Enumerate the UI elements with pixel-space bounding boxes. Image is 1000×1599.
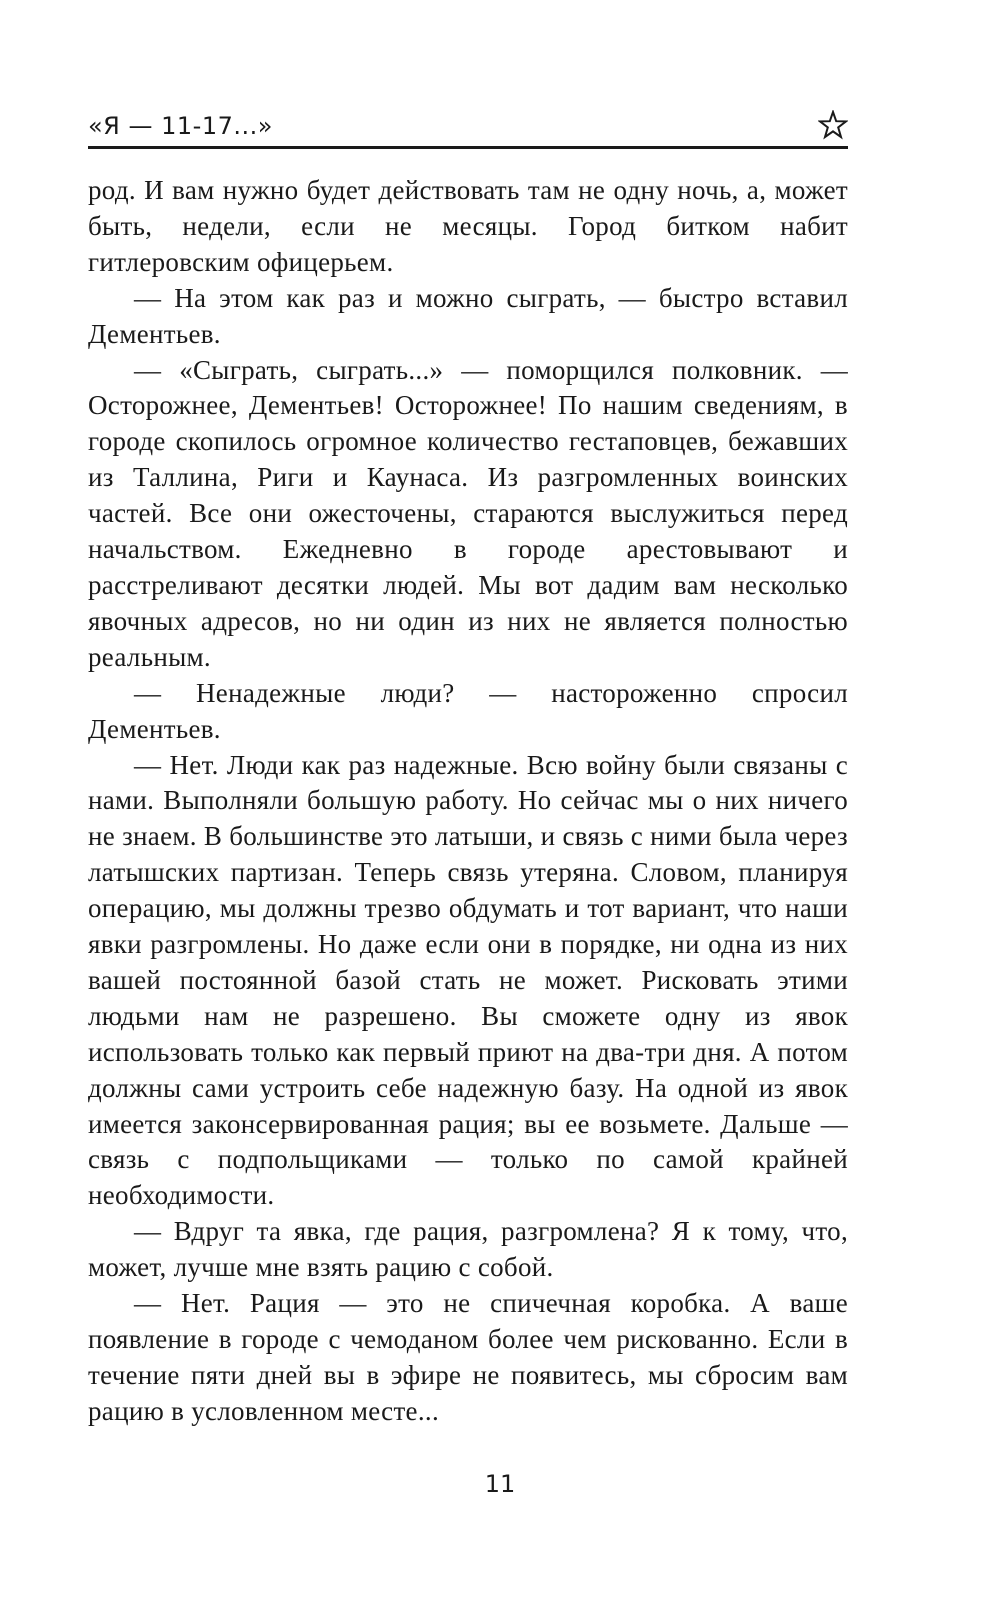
paragraph: — «Сыграть, сыграть...» — поморщился полковник. — Осторожнее, Дементьев! Осторожнее! По нашим сведениям, в городе скопилось огромное количество гестаповцев, бежавших из Таллина, Риги и Каунаса. Из разгромленных воинских частей. Все они ожесточены, стараются выслужиться перед начальством. Ежедневно в городе арестовывают и расстреливают десятки людей. Мы вот дадим вам несколько явочных адресов, но ни один из них не является полностью реальным. <box>88 354 848 672</box>
running-title: «Я — 11-17...» <box>88 112 273 140</box>
paragraph: род. И вам нужно будет действовать там не одну ночь, а, может быть, недели, если не месяцы. Город битком набит гитлеровским офицерьем. <box>88 175 848 277</box>
book-page <box>88 100 848 1430</box>
paragraph: — Нет. Люди как раз надежные. Всю войну были связаны с нами. Выполняли большую работу. Но сейчас мы о них ничего не знаем. В большинстве это латыши, и связь с ними была через латышских партизан. Теперь связь утеряна. Словом, планируя операцию, мы должны трезво обдумать и тот вариант, что наши явки разгромлены. Но даже если они в порядке, ни одна из них вашей постоянной базой стать не может. Рисковать этими людьми нам не разрешено. Вы сможете одну из явок использовать только как первый приют на два-три дня. А потом должны сами устроить себе надежную базу. На одной из явок имеется законсервированная рация; вы ее возьмете. Дальше — связь с подпольщиками — только по самой крайней необходимости. <box>88 749 848 1211</box>
star-outline-icon <box>818 110 848 140</box>
page-number: 11 <box>484 1470 516 1498</box>
body-text <box>88 173 848 1430</box>
paragraph: — Ненадежные люди? — настороженно спросил Дементьев. <box>88 677 848 744</box>
running-head <box>88 100 848 149</box>
paragraph: — Вдруг та явка, где рация, разгромлена? Я к тому, что, может, лучше мне взять рацию с собой. <box>88 1216 848 1283</box>
paragraph: — Нет. Рация — это не спичечная коробка. А ваше появление в городе с чемоданом более чем рискованно. Если в течение пяти дней вы в эфире не появитесь, мы сбросим вам рацию в условленном месте... <box>88 1288 848 1426</box>
paragraph: — На этом как раз и можно сыграть, — быстро вставил Дементьев. <box>88 282 848 349</box>
